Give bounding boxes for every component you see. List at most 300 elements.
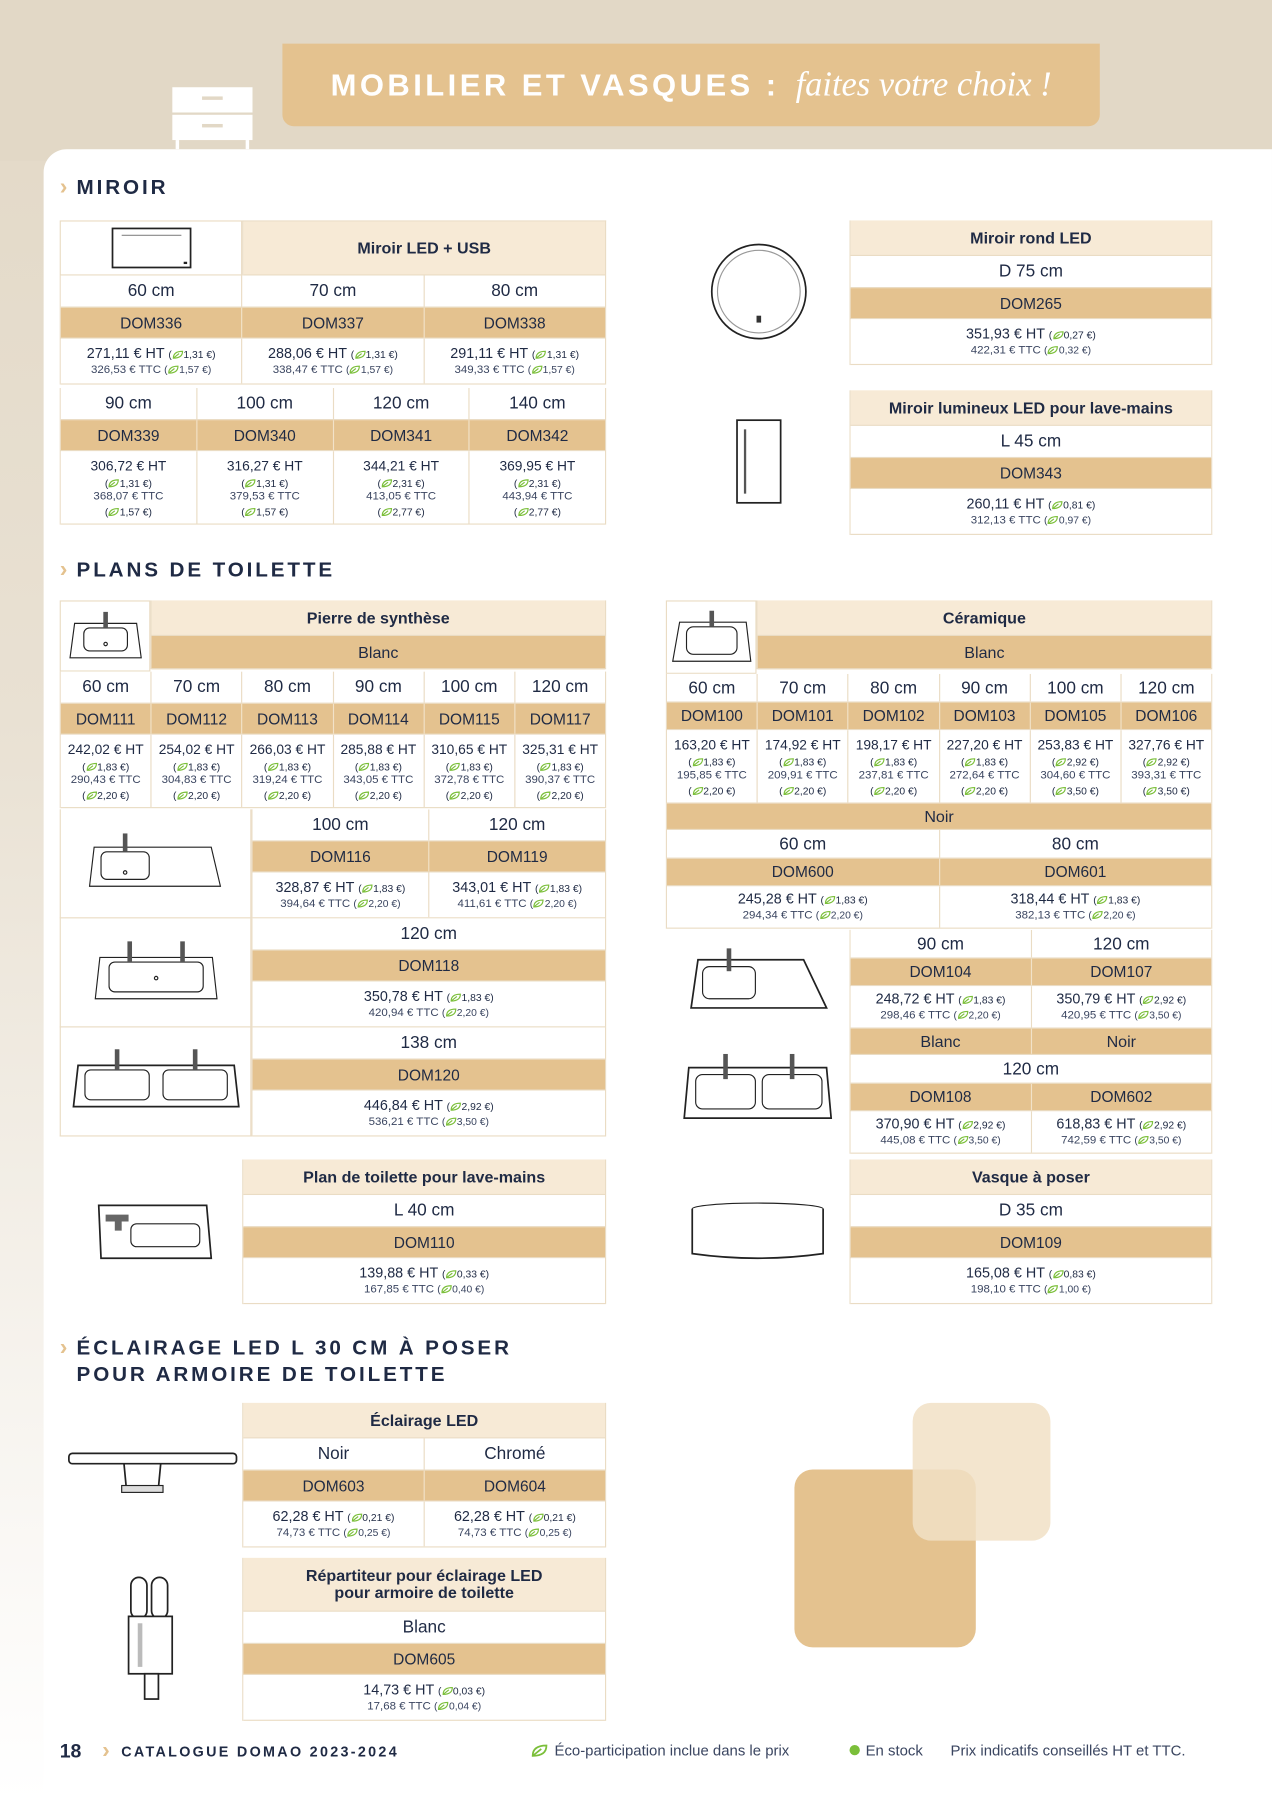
product-code <box>667 703 757 729</box>
header-cell <box>243 1558 605 1611</box>
miroir-led-header <box>242 220 606 275</box>
price-row <box>851 319 1211 365</box>
eco-value: 1,31 € <box>183 348 213 360</box>
code-row <box>61 420 605 451</box>
pierre-double-138-table <box>251 1027 606 1136</box>
size-cell <box>848 674 939 702</box>
size-row <box>667 830 1211 859</box>
sub-cell <box>1030 1029 1211 1054</box>
size-label: 120 cm <box>1138 677 1195 698</box>
leaf-icon <box>1138 1010 1149 1019</box>
eco-participation: ( 2,77 €) <box>513 505 561 518</box>
eco-value: 1,83 € <box>1108 894 1137 906</box>
sub-cell <box>667 804 1211 829</box>
price-ttc-value: 394,64 € TTC <box>280 897 351 910</box>
price-ht <box>363 1681 485 1698</box>
product-code <box>851 959 1031 985</box>
eco-participation: ( 1,31 €) <box>350 348 398 360</box>
price-ht <box>947 736 1023 753</box>
price-ht-value: 260,11 € HT <box>966 495 1045 512</box>
eco-value: 0,33 € <box>456 1267 486 1280</box>
price-cell <box>848 730 939 802</box>
basin-icon <box>92 937 218 1008</box>
ceramique-grand-table <box>850 930 1213 1154</box>
eco-value: 1,83 € <box>460 760 490 773</box>
price-ttc <box>162 772 232 787</box>
header-row <box>243 222 605 276</box>
code-row <box>851 288 1211 319</box>
size-cell <box>241 276 423 307</box>
eco-value: 2,92 € <box>1154 1119 1183 1131</box>
leaf-icon <box>176 762 187 771</box>
eco-participation: ( 2,20 €) <box>1088 909 1136 921</box>
price-ttc <box>457 896 576 911</box>
header-row <box>152 600 605 636</box>
ceramique-table <box>666 674 1212 804</box>
leaf-icon <box>1138 1135 1149 1144</box>
price-ht <box>227 457 303 474</box>
eco-line <box>537 787 584 801</box>
eco-value: 2,20 € <box>968 1009 998 1021</box>
eco-value: 1,83 € <box>549 882 579 894</box>
eco-value: 0,04 € <box>448 1699 478 1712</box>
price-cell <box>151 735 242 807</box>
price-cell <box>423 339 605 384</box>
size-cell <box>939 674 1030 702</box>
eco-line <box>688 754 735 768</box>
eco-value: 1,31 € <box>119 476 149 489</box>
size-row <box>667 674 1211 703</box>
leaf-icon <box>783 757 794 766</box>
leaf-icon <box>176 790 187 799</box>
leaf-icon <box>1143 995 1154 1004</box>
size-cell <box>938 830 1211 858</box>
code-label: DOM112 <box>166 710 228 728</box>
eco-line <box>870 754 917 768</box>
price-ht-value: 316,27 € HT <box>226 457 303 474</box>
price-row <box>61 339 605 385</box>
code-row <box>667 859 1211 887</box>
leaf-icon <box>962 1120 973 1129</box>
size-row <box>243 1438 605 1470</box>
ceramique-header <box>757 600 1213 669</box>
size-cell <box>851 930 1031 958</box>
price-cell <box>253 872 429 917</box>
size-label: D 75 cm <box>998 261 1063 282</box>
leaf-icon <box>351 1512 362 1521</box>
leaf-icon <box>517 507 528 516</box>
price-ht-value: 248,72 € HT <box>875 990 955 1007</box>
code-label: DOM343 <box>999 464 1062 482</box>
eco-value: 3,50 € <box>1149 1009 1179 1021</box>
leaf-icon <box>108 478 119 487</box>
leaf-icon <box>381 478 392 487</box>
price-ht <box>250 741 326 758</box>
price-ht-value: 369,95 € HT <box>499 457 576 474</box>
sub-label: Blanc <box>964 642 1005 662</box>
header-label: Miroir lumineux LED pour lave-mains <box>888 398 1173 417</box>
eco-value: 1,83 € <box>794 755 823 768</box>
eco-participation: ( 1,57 €) <box>527 363 575 375</box>
eco-line <box>105 475 152 489</box>
eco-participation: ( 3,50 €) <box>1134 1134 1182 1146</box>
eco-line <box>264 758 311 772</box>
size-cell <box>151 672 242 703</box>
size-label: D 35 cm <box>998 1200 1063 1221</box>
product-code <box>243 1227 605 1257</box>
eco-value: 2,20 € <box>369 789 399 801</box>
product-code <box>851 458 1211 488</box>
price-ht <box>1010 891 1140 908</box>
price-cell <box>241 339 423 384</box>
eco-participation: ( 1,83 €) <box>958 994 1006 1006</box>
leaf-icon <box>530 1743 548 1757</box>
size-label: Noir <box>317 1444 350 1464</box>
eco-participation: ( 0,03 €) <box>437 1684 486 1697</box>
price-ttc <box>364 1282 484 1297</box>
eco-value: 0,25 € <box>539 1526 569 1538</box>
price-ht <box>364 1097 494 1114</box>
eco-line <box>961 782 1008 796</box>
stock-note: En stock <box>865 1741 923 1759</box>
leaf-icon <box>874 786 885 795</box>
eco-value: 3,50 € <box>456 1115 486 1127</box>
eco-value: 1,31 € <box>256 476 285 489</box>
price-ttc-value: 326,53 € TTC <box>90 363 161 376</box>
eco-value: 2,92 € <box>461 1100 491 1112</box>
code-row <box>667 703 1211 731</box>
eco-value: 1,83 € <box>835 894 865 906</box>
price-ttc <box>93 488 163 503</box>
eco-participation: ( 1,83 €) <box>445 760 493 773</box>
code-row <box>851 1227 1211 1258</box>
eco-participation: ( 3,50 €) <box>1142 784 1190 797</box>
size-label: 80 cm <box>870 677 918 698</box>
price-row <box>253 1091 605 1137</box>
leaf-icon <box>358 762 369 771</box>
price-cell <box>1120 730 1211 802</box>
size-label: 120 cm <box>531 677 589 697</box>
size-cell <box>851 256 1211 287</box>
eco-participation: ( 2,20 €) <box>173 789 221 801</box>
code-row <box>61 704 605 735</box>
eco-value: 2,31 € <box>392 476 422 489</box>
section-plans <box>60 557 335 583</box>
price-cell <box>428 872 605 917</box>
eco-participation: ( 0,97 €) <box>1043 513 1092 526</box>
price-ht-value: 62,28 € HT <box>272 1507 344 1524</box>
price-ttc <box>273 362 393 377</box>
sub-cell <box>152 636 605 668</box>
eco-value: 2,20 € <box>885 784 914 797</box>
eco-participation: ( 0,33 €) <box>441 1267 490 1280</box>
price-ht-value: 139,88 € HT <box>359 1264 438 1281</box>
size-label: L 45 cm <box>1000 431 1062 452</box>
size-row <box>243 1612 605 1644</box>
ceramique-noir-table <box>666 804 1212 929</box>
price-ht <box>359 1265 489 1282</box>
header-label: Vasque à poser <box>971 1167 1090 1186</box>
basin-right-image <box>60 809 252 918</box>
leaf-icon <box>964 757 975 766</box>
price-cell <box>851 319 1211 364</box>
price-cell <box>939 730 1030 802</box>
eco-participation: ( 2,92 €) <box>958 1119 1006 1131</box>
leaf-icon <box>267 790 278 799</box>
size-label: 120 cm <box>372 393 430 414</box>
price-ttc-value: 74,73 € TTC <box>276 1526 341 1539</box>
price-cell <box>241 735 332 807</box>
code-label: DOM339 <box>97 426 160 444</box>
price-ht <box>738 891 868 908</box>
code-label: DOM603 <box>302 1476 365 1495</box>
size-label: 100 cm <box>441 677 498 697</box>
price-ht-value: 14,73 € HT <box>363 1681 434 1698</box>
sub-label: Noir <box>1106 1032 1137 1051</box>
eco-value: 1,83 € <box>551 760 581 773</box>
price-ht <box>876 1116 1006 1133</box>
size-label: 90 cm <box>104 393 152 414</box>
price-ht <box>273 1508 395 1525</box>
eco-participation: ( 1,83 €) <box>534 882 583 894</box>
code-label: DOM118 <box>398 956 460 975</box>
eco-participation: ( 2,92 €) <box>1139 1119 1187 1131</box>
eco-line <box>1052 754 1099 768</box>
eco-value: 2,20 € <box>278 789 308 801</box>
product-code <box>851 288 1211 318</box>
eco-participation: ( 1,83 €) <box>1093 894 1141 906</box>
code-label: DOM110 <box>393 1233 455 1251</box>
eco-value: 3,50 € <box>1066 784 1096 797</box>
page-banner <box>282 44 1099 127</box>
eco-participation: ( 2,20 €) <box>529 897 577 909</box>
eco-participation: ( 0,04 €) <box>434 1699 482 1712</box>
size-label: 100 cm <box>236 393 293 414</box>
code-label: DOM113 <box>257 710 318 728</box>
section-eclairage <box>60 1335 512 1388</box>
eco-value: 2,20 € <box>456 1006 486 1018</box>
eco-participation: ( 2,20 €) <box>688 784 736 797</box>
price-ttc <box>880 1133 1000 1148</box>
price-cell <box>851 1111 1031 1152</box>
price-ht <box>91 457 167 474</box>
eco-value: 2,92 € <box>1066 755 1096 768</box>
leaf-icon <box>441 1284 452 1293</box>
price-cell <box>1029 730 1120 802</box>
stock-dot-icon <box>850 1745 860 1755</box>
price-ttc-value: 167,85 € TTC <box>364 1282 435 1296</box>
price-ttc-value: 294,34 € TTC <box>742 909 813 922</box>
price-ttc-value: 382,13 € TTC <box>1015 909 1086 922</box>
price-ttc <box>369 1005 489 1020</box>
plan-lave-mains-table <box>242 1159 606 1304</box>
eco-participation: ( 0,21 €) <box>528 1511 576 1523</box>
eco-value: 2,20 € <box>368 897 398 909</box>
round-mirror-icon <box>709 242 808 341</box>
code-label: DOM341 <box>370 426 433 444</box>
price-cell <box>243 1502 423 1547</box>
price-ht-value: 291,11 € HT <box>450 344 528 362</box>
eco-participation: ( 2,20 €) <box>779 784 827 797</box>
size-label: 138 cm <box>400 1033 458 1053</box>
price-ht-value: 165,08 € HT <box>965 1264 1045 1281</box>
price-ttc-value: 413,05 € TTC <box>366 489 437 503</box>
price-ht-value: 310,65 € HT <box>431 741 508 758</box>
product-code <box>514 704 605 734</box>
leaf-icon <box>172 350 183 359</box>
price-ttc-value: 290,43 € TTC <box>70 773 141 786</box>
eco-value: 1,57 € <box>256 505 285 518</box>
price-ttc-value: 17,68 € TTC <box>367 1699 431 1713</box>
vessel-basin-icon <box>689 1201 827 1263</box>
sub-label: Blanc <box>920 1032 961 1051</box>
eco-line <box>105 503 152 517</box>
eco-participation: ( 2,20 €) <box>441 1006 489 1018</box>
price-ttc <box>367 1698 481 1713</box>
leaf-icon <box>445 1116 456 1125</box>
eco-line <box>1143 782 1190 796</box>
eco-value: 1,57 € <box>360 363 390 375</box>
size-label: 100 cm <box>312 815 369 835</box>
price-ttc <box>1061 1133 1181 1148</box>
price-ttc <box>252 772 322 787</box>
eco-participation: ( 1,83 €) <box>263 760 312 773</box>
eco-participation: ( 2,92 €) <box>1142 755 1190 768</box>
code-label: DOM106 <box>1135 707 1198 725</box>
code-label: DOM102 <box>862 707 925 725</box>
eco-value: 2,20 € <box>975 784 1005 797</box>
eco-participation: ( 3,50 €) <box>1134 1009 1182 1021</box>
price-ttc-value: 298,46 € TTC <box>880 1009 951 1022</box>
product-code <box>332 420 468 450</box>
eco-line <box>173 787 220 801</box>
sub-row <box>851 1029 1211 1055</box>
price-ht-value: 350,78 € HT <box>363 987 443 1004</box>
price-ttc <box>369 1114 489 1129</box>
product-code <box>1030 959 1211 985</box>
eco-value: 1,00 € <box>1058 1282 1088 1295</box>
price-ttc <box>366 488 436 503</box>
price-ttc <box>1040 767 1110 782</box>
price-cell <box>1030 1111 1211 1152</box>
leaf-icon <box>1047 1284 1058 1293</box>
price-ttc-value: 272,64 € TTC <box>949 768 1020 782</box>
basin-icon <box>670 606 753 668</box>
eco-value: 2,20 € <box>460 789 490 801</box>
price-row <box>253 982 605 1028</box>
size-label: 70 cm <box>779 677 827 698</box>
code-label: DOM342 <box>506 426 569 444</box>
price-ttc-value: 304,60 € TTC <box>1040 768 1111 782</box>
banner-title: MOBILIER ET VASQUES : <box>330 67 780 102</box>
leaf-icon <box>1092 910 1103 919</box>
price-ttc <box>1061 1008 1181 1023</box>
ceramic-basin-image <box>666 600 757 673</box>
eco-line <box>446 787 493 801</box>
leaf-icon <box>692 786 703 795</box>
leaf-icon <box>962 995 973 1004</box>
header-label: Éclairage LED <box>370 1410 479 1430</box>
price-ht-value: 327,76 € HT <box>1128 736 1205 753</box>
price-ht <box>452 879 582 896</box>
size-row <box>851 930 1211 959</box>
size-cell <box>196 388 332 419</box>
section-title: PLANS DE TOILETTE <box>76 557 336 581</box>
product-code <box>253 1060 605 1090</box>
product-code <box>424 1471 605 1501</box>
eco-participation: ( 1,83 €) <box>688 755 736 768</box>
eco-participation: ( 2,31 €) <box>513 476 561 489</box>
eco-value: 2,20 € <box>703 784 732 797</box>
size-cell <box>253 918 605 949</box>
code-label: DOM600 <box>771 863 834 881</box>
eco-note: Éco-participation inclue dans le prix <box>554 1741 790 1759</box>
leaf-icon <box>540 790 551 799</box>
price-ht-value: 227,20 € HT <box>946 736 1023 753</box>
price-ttc-value: 368,07 € TTC <box>93 489 164 503</box>
size-cell <box>1029 674 1120 702</box>
price-ht-value: 344,21 € HT <box>363 457 439 474</box>
product-code <box>332 704 423 734</box>
eco-participation: ( 2,20 €) <box>82 789 130 801</box>
price-row <box>61 451 605 524</box>
price-ht <box>431 741 507 758</box>
price-ttc <box>455 362 575 377</box>
product-code <box>241 308 423 338</box>
size-cell <box>243 1438 423 1469</box>
eco-line <box>355 787 402 801</box>
eco-value: 2,20 € <box>551 789 581 801</box>
leaf-icon <box>357 898 368 907</box>
eco-line <box>378 475 425 489</box>
size-row <box>61 276 605 308</box>
size-cell <box>423 672 514 703</box>
price-ttc <box>91 362 211 377</box>
price-ttc <box>277 1525 391 1540</box>
price-ttc <box>677 767 747 782</box>
price-row <box>253 872 605 918</box>
eco-participation: ( 1,57 €) <box>164 363 212 375</box>
eco-value: 3,50 € <box>1157 784 1187 797</box>
price-ht-value: 325,31 € HT <box>522 741 599 758</box>
price-ht <box>1056 1116 1186 1133</box>
product-code <box>151 704 242 734</box>
size-cell <box>332 388 468 419</box>
eco-line <box>961 754 1008 768</box>
size-cell <box>424 1438 605 1469</box>
size-cell <box>428 809 605 840</box>
price-cell <box>938 886 1211 927</box>
eco-value: 0,32 € <box>1058 343 1088 356</box>
size-label: 60 cm <box>688 677 736 698</box>
size-cell <box>1120 674 1211 702</box>
size-cell <box>243 1195 605 1226</box>
eco-participation: ( 1,31 €) <box>168 348 216 360</box>
leaf-icon <box>168 364 179 373</box>
eco-value: 3,50 € <box>1149 1134 1179 1146</box>
product-code <box>253 841 429 871</box>
eco-line <box>514 475 561 489</box>
price-cell <box>61 451 196 523</box>
sub-row <box>667 804 1211 830</box>
leaf-icon <box>354 350 365 359</box>
eco-participation: ( 1,83 €) <box>446 991 494 1003</box>
eco-line <box>779 782 826 796</box>
sub-label: Noir <box>924 807 954 826</box>
price-cell <box>1030 986 1211 1027</box>
code-row <box>851 959 1211 987</box>
header-row <box>243 1558 605 1612</box>
